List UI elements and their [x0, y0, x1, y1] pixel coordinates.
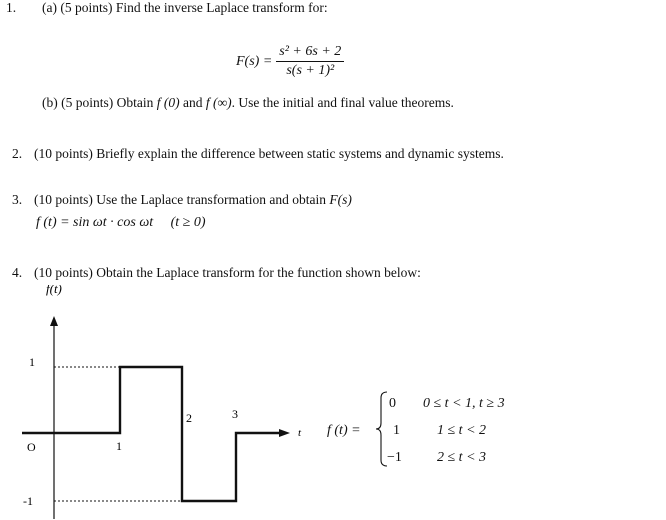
question-4-number: 4. — [12, 265, 23, 280]
x-axis-label: t — [298, 427, 302, 439]
x-axis-arrow-icon — [279, 429, 290, 437]
function-curve — [22, 367, 280, 501]
question-3-formula — [36, 215, 206, 231]
q3-Fs: F(s) — [329, 192, 352, 207]
x-label-3: 3 — [232, 407, 238, 421]
x-label-2: 2 — [186, 411, 192, 425]
question-2-number: 2. — [12, 146, 23, 161]
question-1-number: 1. — [6, 0, 17, 15]
q3-formula: f (t) = sin ωt · cos ωt — [36, 215, 154, 230]
question-4-text: (10 points) Obtain the Laplace transform for the function shown below: — [34, 265, 421, 280]
piecewise-lhs: f (t) = — [327, 423, 361, 438]
piecewise-row-3-condition: 2 ≤ t < 3 — [437, 450, 487, 465]
piecewise-row-1-value: 0 — [389, 396, 396, 411]
piecewise-row-1-condition: 0 ≤ t < 1, t ≥ 3 — [423, 396, 505, 411]
q1b-prefix: (b) (5 points) Obtain — [42, 95, 157, 110]
question-1-equation — [236, 44, 344, 79]
piecewise-row-2-value: 1 — [393, 423, 400, 438]
y-axis-label: f(t) — [46, 285, 62, 296]
y-tick-top: 1 — [29, 355, 35, 369]
q1b-finf: f (∞) — [205, 95, 232, 110]
y-axis-arrow-icon — [50, 316, 58, 326]
equation-denominator: s(s + 1)² — [286, 63, 335, 78]
equation-lhs: F(s) = — [236, 53, 273, 69]
q3-prefix: (10 points) Use the Laplace transformation and obtain — [34, 192, 330, 207]
piecewise-row-3-value: −1 — [387, 450, 402, 465]
question-3-number: 3. — [12, 192, 23, 207]
question-3-text — [34, 192, 352, 208]
q1b-and: and — [179, 95, 206, 110]
origin-label: O — [27, 440, 36, 454]
question-1a-text: (a) (5 points) Find the inverse Laplace transform for: — [42, 0, 328, 15]
function-graph — [0, 285, 340, 520]
y-tick-bottom: -1 — [23, 494, 33, 508]
q1b-suffix: . Use the initial and final value theorems. — [231, 95, 454, 110]
q3-condition: (t ≥ 0) — [170, 215, 206, 230]
x-label-1: 1 — [116, 439, 122, 453]
question-1b-text — [42, 95, 454, 111]
piecewise-row-2-condition: 1 ≤ t < 2 — [437, 423, 487, 438]
equation-fraction — [276, 44, 344, 79]
equation-numerator: s² + 6s + 2 — [276, 44, 344, 62]
q1b-f0: f (0) — [156, 95, 180, 110]
question-2-text: (10 points) Briefly explain the difference between static systems and dynamic systems. — [34, 146, 504, 161]
